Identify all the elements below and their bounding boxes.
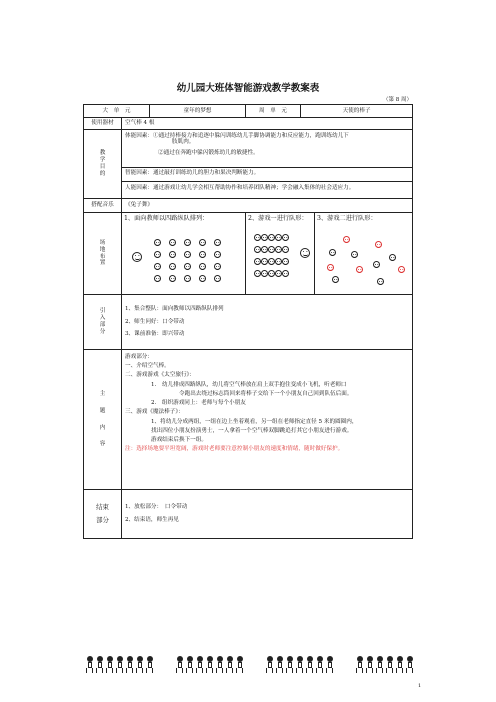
smiley-face-icon <box>268 258 275 265</box>
goals-label <box>84 130 122 199</box>
child-figure-icon <box>85 656 94 674</box>
equipment-value: 空气棒 4 根 <box>122 118 413 130</box>
smiley-face-icon <box>282 234 289 241</box>
smiley-face-icon <box>261 246 268 253</box>
red-smiley-face-icon <box>356 266 363 273</box>
main-part-label <box>84 350 122 490</box>
child-figure-icon <box>385 656 394 674</box>
smiley-face-icon <box>261 234 268 241</box>
ending-content <box>122 490 413 539</box>
smiley-face-icon <box>254 270 261 277</box>
venue-layout-3 <box>315 213 413 295</box>
week-unit-value: 天使的棒子 <box>301 105 413 118</box>
social-goal <box>122 182 412 198</box>
smiley-face-icon <box>154 239 161 246</box>
venue-label-text: 场 地 布 置 <box>99 239 106 267</box>
goal-line: 肢肌肉。 <box>172 139 195 146</box>
smiley-face-icon <box>332 276 339 283</box>
ending-label <box>84 490 122 539</box>
smiley-face-icon <box>169 275 176 282</box>
child-figure-icon <box>225 656 234 674</box>
smiley-face-icon <box>154 251 161 258</box>
goal-line: 体能因素：①通过持棒接力和追逐中躲闪训练幼儿手脚协调能力和反应能力，跑训练幼儿下 <box>125 132 349 139</box>
smiley-face-icon <box>282 246 289 253</box>
smiley-face-icon <box>389 254 396 261</box>
smiley-face-icon <box>154 263 161 270</box>
header-row <box>84 105 413 118</box>
child-figure-icon <box>215 656 224 674</box>
smiley-face-icon <box>275 246 282 253</box>
formation-2-caption: 2、游戏一进行队形： <box>248 215 308 222</box>
smiley-face-icon <box>199 263 206 270</box>
smiley-face-icon <box>199 275 206 282</box>
footer-children-decoration <box>0 656 496 678</box>
smiley-face-icon <box>169 251 176 258</box>
smiley-face-icon <box>254 246 261 253</box>
child-figure-icon <box>195 656 204 674</box>
week-label: （第 8 周） <box>383 97 412 103</box>
formation-3 <box>317 215 410 289</box>
smiley-face-icon <box>214 263 221 270</box>
smiley-face-icon <box>254 234 261 241</box>
main-line: 游戏结束后换下一组。 <box>151 436 207 443</box>
smiley-face-icon <box>254 258 261 265</box>
smiley-face-icon <box>329 249 336 256</box>
main-line: 2. 组织游戏同上：老师与每个小朋友 <box>151 400 246 407</box>
goal-line: ②通过在奔跑中躲闪锻炼幼儿的敏捷性。 <box>158 150 259 157</box>
main-line: 二、游戏游戏《太空旅行》： <box>125 372 195 379</box>
ending-line: 2、结束语，师生再见 <box>125 517 179 523</box>
goals-row <box>84 130 413 199</box>
smiley-face-icon <box>268 234 275 241</box>
child-figure-icon <box>395 656 404 674</box>
child-figure-icon <box>375 656 384 674</box>
music-value: 《兔子舞》 <box>122 199 413 213</box>
child-figure-icon <box>135 656 144 674</box>
smiley-face-icon <box>214 275 221 282</box>
physical-goal <box>122 131 412 168</box>
red-smiley-face-icon <box>398 266 405 273</box>
safety-note: 注：选择场地要平坦宽阔，游戏时老师要注意控制小朋友的速度和情绪，随时做好保护。 <box>125 446 344 453</box>
big-unit-value: 童年的梦想 <box>150 105 246 118</box>
child-figure-icon <box>105 656 114 674</box>
intellect-goal <box>122 168 412 182</box>
big-unit-label: 大 单 元 <box>84 105 150 118</box>
red-smiley-face-icon <box>375 241 382 248</box>
smiley-face-icon <box>184 263 191 270</box>
lesson-plan-table <box>83 104 413 539</box>
child-figure-icon <box>115 656 124 674</box>
child-figure-icon <box>325 656 334 674</box>
main-line: 三、游戏《魔法棒子》： <box>125 409 184 416</box>
goal-line: 人能因素：通过游戏让幼儿学会相互帮助协作和培养团队精神；学会融入集体的社会适应力。 <box>125 184 355 191</box>
main-line: 令跑出去绕过标志筒回来将棒子交给下一个小朋友自己回到队伍后面。 <box>179 390 353 397</box>
smiley-face-icon <box>184 275 191 282</box>
main-part-content <box>122 350 413 490</box>
main-part-row <box>84 350 413 490</box>
main-part-label-text: 主 题 内 容 <box>99 391 106 448</box>
goals-label-text: 教 学 目 的 <box>99 150 106 177</box>
ending-label-text: 结束 部分 <box>96 503 109 524</box>
music-label: 搭配音乐 <box>84 199 122 213</box>
smiley-face-icon <box>199 251 206 258</box>
smiley-face-icon <box>214 251 221 258</box>
page-number: 1 <box>418 683 422 689</box>
child-figure-icon <box>185 656 194 674</box>
smiley-face-icon <box>199 239 206 246</box>
child-figure-icon <box>365 656 374 674</box>
intro-row <box>84 295 413 350</box>
goals-content <box>122 130 413 199</box>
main-line: 一、介绍空气棒。 <box>125 363 170 370</box>
red-smiley-face-icon <box>327 264 334 271</box>
ending-line: 1、放松部分： 口令带动 <box>125 504 188 511</box>
main-line: 1、将幼儿分成两组，一组在边上坐着观看，另一组在老师指定直径 5 米的圆圈内， <box>151 418 358 425</box>
child-figure-icon <box>265 656 274 674</box>
smiley-face-icon <box>268 246 275 253</box>
equipment-row <box>84 118 413 130</box>
smiley-face-icon <box>275 270 282 277</box>
week-unit-label: 周 单 元 <box>246 105 301 118</box>
smiley-face-icon <box>214 239 221 246</box>
smiley-face-icon <box>373 261 380 268</box>
child-figure-icon <box>175 656 184 674</box>
intro-label <box>84 295 122 350</box>
smiley-face-icon <box>275 258 282 265</box>
smiley-face-icon <box>275 234 282 241</box>
intro-line: 2、师生问好：口令带动 <box>125 318 185 325</box>
formation-3-caption: 3、游戏二进行队形： <box>317 215 377 222</box>
smiley-face-icon <box>268 270 275 277</box>
venue-layout-1 <box>122 213 246 295</box>
smiley-face-icon <box>261 258 268 265</box>
page-title: 幼儿园大班体智能游戏教学教案表 <box>176 83 320 94</box>
ending-row <box>84 490 413 539</box>
child-figure-icon <box>285 656 294 674</box>
main-line: 游戏部分： <box>125 354 153 360</box>
formation-1 <box>124 215 243 289</box>
smiley-face-icon <box>261 270 268 277</box>
main-line: 1. 幼儿排成四路纵队，幼儿将空气棒放在肩上双手抱住变成小飞机，听老师口 <box>151 381 347 388</box>
child-figure-icon <box>355 656 364 674</box>
child-figure-icon <box>205 656 214 674</box>
equipment-label: 使用器材 <box>84 118 122 130</box>
intro-line: 1、集合整队：面向教师以四路纵队排列 <box>125 305 224 312</box>
child-figure-icon <box>295 656 304 674</box>
child-figure-icon <box>315 656 324 674</box>
teacher-smiley-icon <box>132 252 142 262</box>
goal-line: 智能因素：通过敲打训练幼儿的胆力和果决判断能力。 <box>125 169 260 176</box>
smiley-face-icon <box>169 263 176 270</box>
venue-row <box>84 213 413 295</box>
smiley-face-icon <box>377 278 384 285</box>
smiley-face-icon <box>184 251 191 258</box>
child-figure-icon <box>275 656 284 674</box>
main-line: 找出四位小朋友扮演勇士，一人拿着一个空气棒双脚跳追打其它小朋友进行游戏。 <box>151 427 353 434</box>
child-figure-icon <box>95 656 104 674</box>
smiley-face-icon <box>184 239 191 246</box>
red-smiley-face-icon <box>343 236 350 243</box>
music-row <box>84 199 413 213</box>
child-figure-icon <box>145 656 154 674</box>
child-figure-icon <box>125 656 134 674</box>
intro-content <box>122 295 413 350</box>
child-figure-icon <box>235 656 244 674</box>
teacher-smiley-icon <box>300 248 310 258</box>
formation-2 <box>248 215 312 289</box>
child-figure-icon <box>305 656 314 674</box>
intro-line: 3、课前准备：即兴带动 <box>125 331 185 338</box>
venue-layout-2 <box>246 213 315 295</box>
smiley-face-icon <box>282 270 289 277</box>
smiley-face-icon <box>169 239 176 246</box>
formation-1-caption: 1、面向教师以四路纵队排列： <box>124 215 209 222</box>
child-figure-icon <box>405 656 414 674</box>
smiley-face-icon <box>351 251 358 258</box>
smiley-face-icon <box>282 258 289 265</box>
smiley-face-icon <box>154 275 161 282</box>
intro-label-text: 引 入 部 分 <box>99 308 106 335</box>
venue-label <box>84 213 122 295</box>
